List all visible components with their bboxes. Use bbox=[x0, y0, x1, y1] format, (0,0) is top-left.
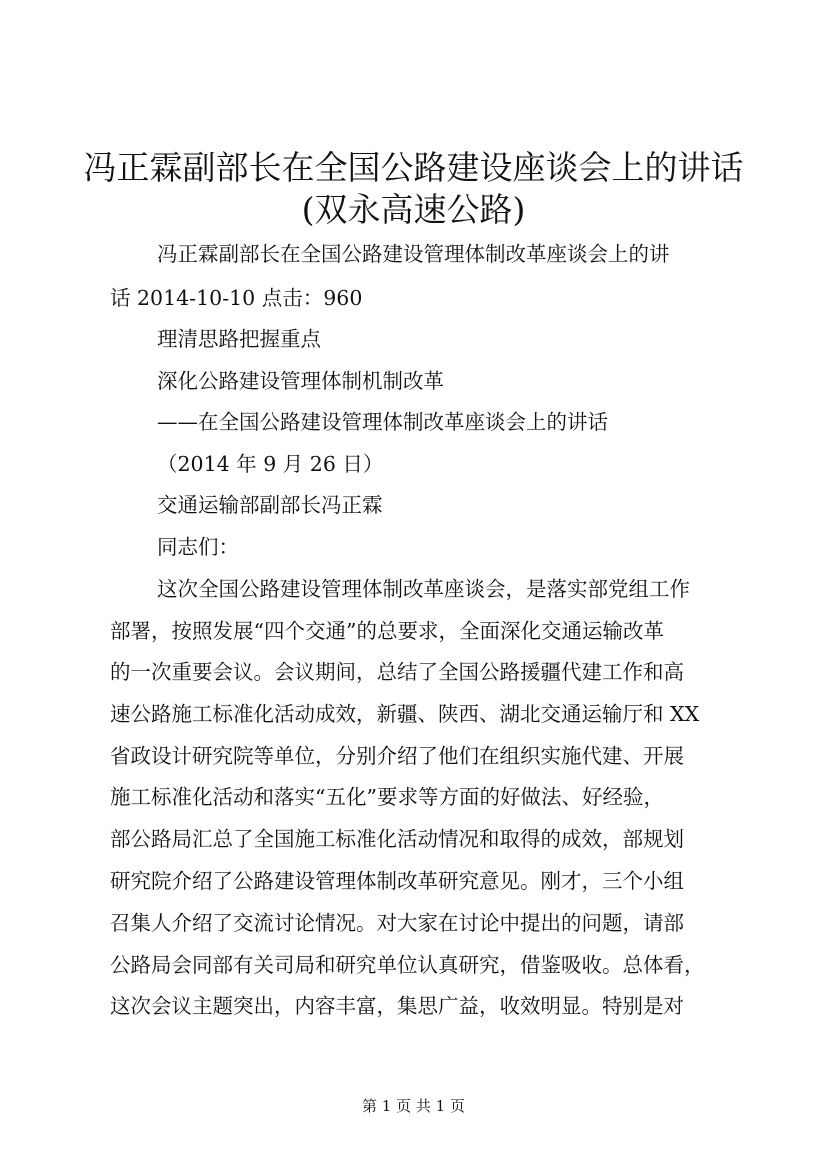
body-paragraph-line: 这次全国公路建设管理体制改革座谈会，是落实部党组工作 bbox=[157, 577, 690, 601]
body-paragraph-line: 部公路局汇总了全国施工标准化活动情况和取得的成效，部规划 bbox=[110, 827, 684, 851]
body-paragraph-line: 话 2014-10-10 点击：960 bbox=[110, 286, 363, 310]
body-date-line: （2014 年 9 月 26 日） bbox=[157, 452, 384, 476]
body-paragraph-line: 公路局会同部有关司局和研究单位认真研究，借鉴吸收。总体看， bbox=[110, 953, 705, 977]
page-number-footer: 第 1 页 共 1 页 bbox=[362, 1097, 465, 1115]
body-paragraph-line: 的一次重要会议。会议期间，总结了全国公路援疆代建工作和高 bbox=[110, 660, 684, 684]
body-salutation-line: 同志们： bbox=[157, 535, 239, 559]
body-paragraph-line: 省政设计研究院等单位，分别介绍了他们在组织实施代建、开展 bbox=[110, 744, 684, 768]
body-paragraph-line: 召集人介绍了交流讨论情况。对大家在讨论中提出的问题，请部 bbox=[110, 911, 684, 935]
body-paragraph-line: 速公路施工标准化活动成效，新疆、陕西、湖北交通运输厅和 XX bbox=[110, 702, 700, 726]
body-paragraph-line: 研究院介绍了公路建设管理体制改革研究意见。刚才，三个小组 bbox=[110, 869, 684, 893]
body-heading-line: ——在全国公路建设管理体制改革座谈会上的讲话 bbox=[157, 410, 608, 434]
body-author-line: 交通运输部副部长冯正霖 bbox=[157, 493, 383, 517]
body-paragraph-line: 这次会议主题突出，内容丰富，集思广益，收效明显。特别是对 bbox=[110, 994, 684, 1018]
body-heading-line: 理清思路把握重点 bbox=[157, 327, 321, 351]
body-paragraph-line: 冯正霖副部长在全国公路建设管理体制改革座谈会上的讲 bbox=[157, 242, 670, 266]
document-subtitle: (双永高速公路) bbox=[301, 190, 526, 229]
document-title: 冯正霖副部长在全国公路建设座谈会上的讲话 bbox=[83, 148, 744, 187]
body-paragraph-line: 部署，按照发展“四个交通”的总要求，全面深化交通运输改革 bbox=[110, 619, 664, 643]
body-heading-line: 深化公路建设管理体制机制改革 bbox=[157, 369, 444, 393]
body-paragraph-line: 施工标准化活动和落实“五化”要求等方面的好做法、好经验， bbox=[110, 785, 664, 809]
